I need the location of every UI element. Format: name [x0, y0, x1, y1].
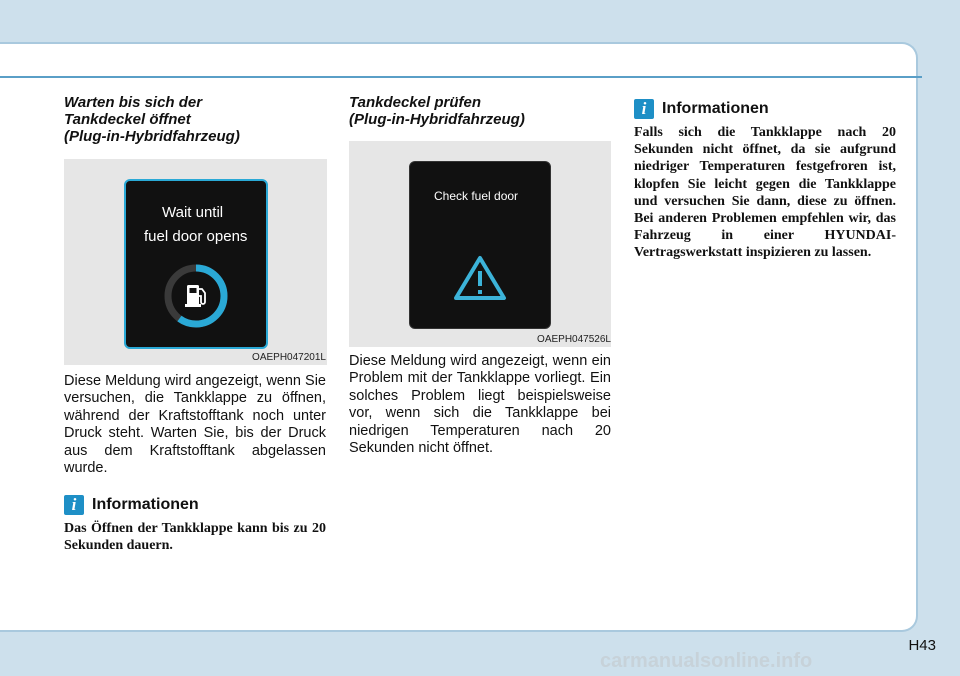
- body-paragraph: [64, 373, 326, 477]
- figure-check-fuel-door: [349, 141, 611, 347]
- title-line: (Plug-in-Hybridfahrzeug): [349, 111, 525, 128]
- info-text: [634, 124, 896, 262]
- info-title: Informationen: [662, 100, 769, 117]
- info-title: Informationen: [92, 496, 199, 513]
- body-paragraph: [349, 353, 611, 457]
- display-message: [144, 201, 248, 249]
- body-text: Diese Meldung wird angezeigt, wenn Sie versuchen, die Tankklappe zu öffnen, während der Kraftstofftank noch unter Druck steht. Warten Sie, bis der Druck aus dem Kraftstofftank abgelassen wurde.: [64, 373, 326, 477]
- figure-wait-until-fuel-door-opens: [64, 159, 327, 365]
- section-title-check: [349, 94, 619, 128]
- info-heading: [64, 495, 199, 515]
- body-text: Diese Meldung wird angezeigt, wenn ein Problem mit der Tankklappe vorliegt. Ein solches Problem liegt beispielsweise vor, wenn sich die Tankklappe bei niedrigen Temperaturen nach 20 Sekunden nicht öffnet.: [349, 353, 611, 457]
- info-icon: i: [634, 99, 654, 119]
- cluster-display: [409, 161, 551, 329]
- figure-caption: OAEPH047526L: [537, 334, 611, 345]
- title-line: Tankdeckel prüfen: [349, 94, 481, 111]
- watermark-text: carmanualsonline.info: [600, 650, 813, 672]
- info-heading: [634, 99, 769, 119]
- cluster-display: [124, 179, 268, 349]
- warning-triangle-icon: [452, 254, 508, 302]
- display-line: Wait until: [162, 204, 224, 221]
- display-message: Check fuel door: [434, 189, 519, 203]
- section-title-wait: [64, 94, 334, 145]
- fuel-pump-icon: [185, 285, 205, 307]
- figure-caption: OAEPH047201L: [252, 352, 326, 363]
- display-line: fuel door opens: [144, 228, 248, 245]
- title-line: Tankdeckel öffnet: [64, 111, 191, 128]
- info-icon: i: [64, 495, 84, 515]
- title-line: (Plug-in-Hybridfahrzeug): [64, 128, 240, 145]
- info-text-content: Falls sich die Tankklappe nach 20 Sekunden nicht öffnet, da sie aufgrund niedriger Temperaturen festgefroren ist, klopfen Sie leicht gegen die Tankklappe und versuchen Sie dann, diese zu öffnen. Bei anderen Problemen empfehlen wir, das Fahrzeug in einer HYUNDAI-Vertragswerkstatt inspizieren zu lassen.: [634, 125, 896, 261]
- fuel-progress-ring: [161, 261, 231, 331]
- title-line: Warten bis sich der: [64, 94, 203, 111]
- header-rule: [0, 76, 922, 78]
- info-text: [64, 520, 326, 554]
- info-text-content: Das Öffnen der Tankklappe kann bis zu 20 Sekunden dauern.: [64, 521, 326, 554]
- page-number: H43: [908, 637, 936, 654]
